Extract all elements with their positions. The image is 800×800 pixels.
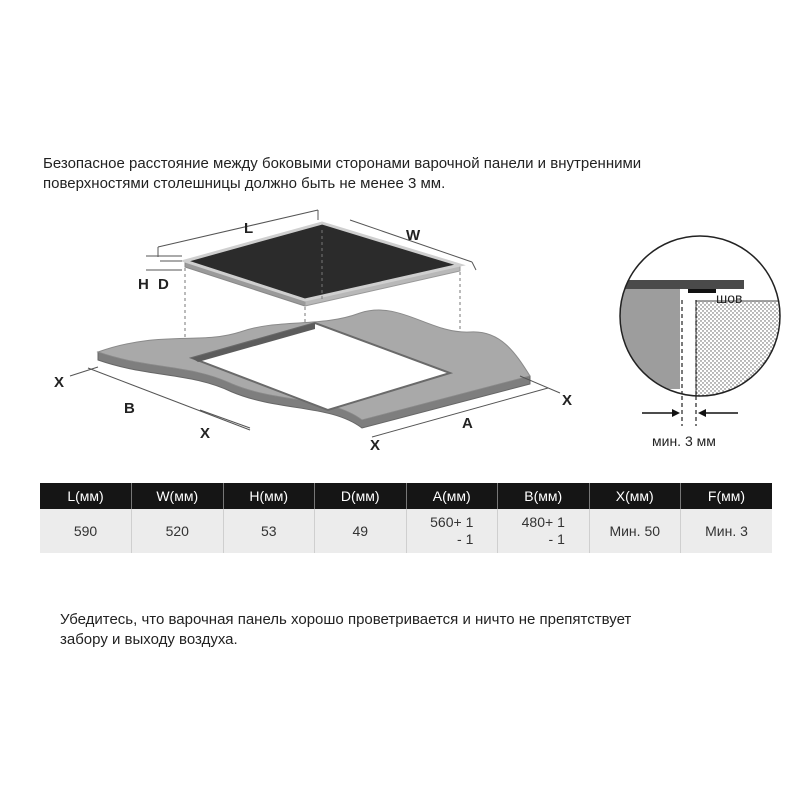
outro-line-2: забору и выходу воздуха. (60, 631, 238, 648)
table-header-row (40, 483, 772, 509)
cell-D: 49 (315, 509, 407, 553)
detail-view (618, 236, 786, 449)
header-L: L(мм) (40, 483, 132, 509)
intro-line-1: Безопасное расстояние между боковыми сторонами варочной панели и внутренними (43, 155, 642, 172)
label-D: D (158, 276, 169, 293)
cell-H: 53 (223, 509, 315, 553)
header-H: H(мм) (223, 483, 315, 509)
seam-label: шов (716, 290, 743, 306)
cooktop-glass-edge (618, 280, 744, 289)
cell-L: 590 (40, 509, 132, 553)
header-D: D(мм) (315, 483, 407, 509)
label-X-left: X (54, 374, 65, 391)
header-A: A(мм) (406, 483, 498, 509)
label-B: B (124, 400, 135, 417)
min-gap-label: мин. 3 мм (652, 433, 716, 449)
cell-F: Мин. 3 (681, 509, 773, 553)
label-X-bottom: X (370, 437, 381, 454)
seam-strip (688, 289, 716, 293)
dimensions-table (40, 483, 772, 553)
table-row (40, 509, 772, 553)
header-B: B(мм) (498, 483, 590, 509)
cell-B (498, 509, 590, 553)
intro-line-2: поверхностями столешницы должно быть не менее 3 мм. (43, 175, 446, 192)
header-F: F(мм) (681, 483, 773, 509)
cell-A-main: 560+ 1 (430, 514, 474, 530)
label-X-right: X (562, 392, 573, 409)
outro-line-1: Убедитесь, что варочная панель хорошо проветривается и ничто не препятствует (60, 611, 632, 628)
label-W: W (406, 227, 421, 244)
countertop (98, 310, 530, 428)
label-A: A (462, 415, 473, 432)
label-H: H (138, 276, 149, 293)
label-X-bottom-left: X (200, 425, 211, 442)
label-L: L (244, 220, 254, 237)
cell-A (406, 509, 498, 553)
outro-text (60, 610, 760, 650)
cell-B-tolerance: - 1 (548, 531, 565, 547)
header-W: W(мм) (132, 483, 224, 509)
header-X: X(мм) (589, 483, 681, 509)
cell-W: 520 (132, 509, 224, 553)
cell-B-main: 480+ 1 (521, 514, 565, 530)
cell-A-tolerance: - 1 (457, 531, 474, 547)
cooktop-body-section (618, 289, 680, 389)
cell-X: Мин. 50 (589, 509, 681, 553)
